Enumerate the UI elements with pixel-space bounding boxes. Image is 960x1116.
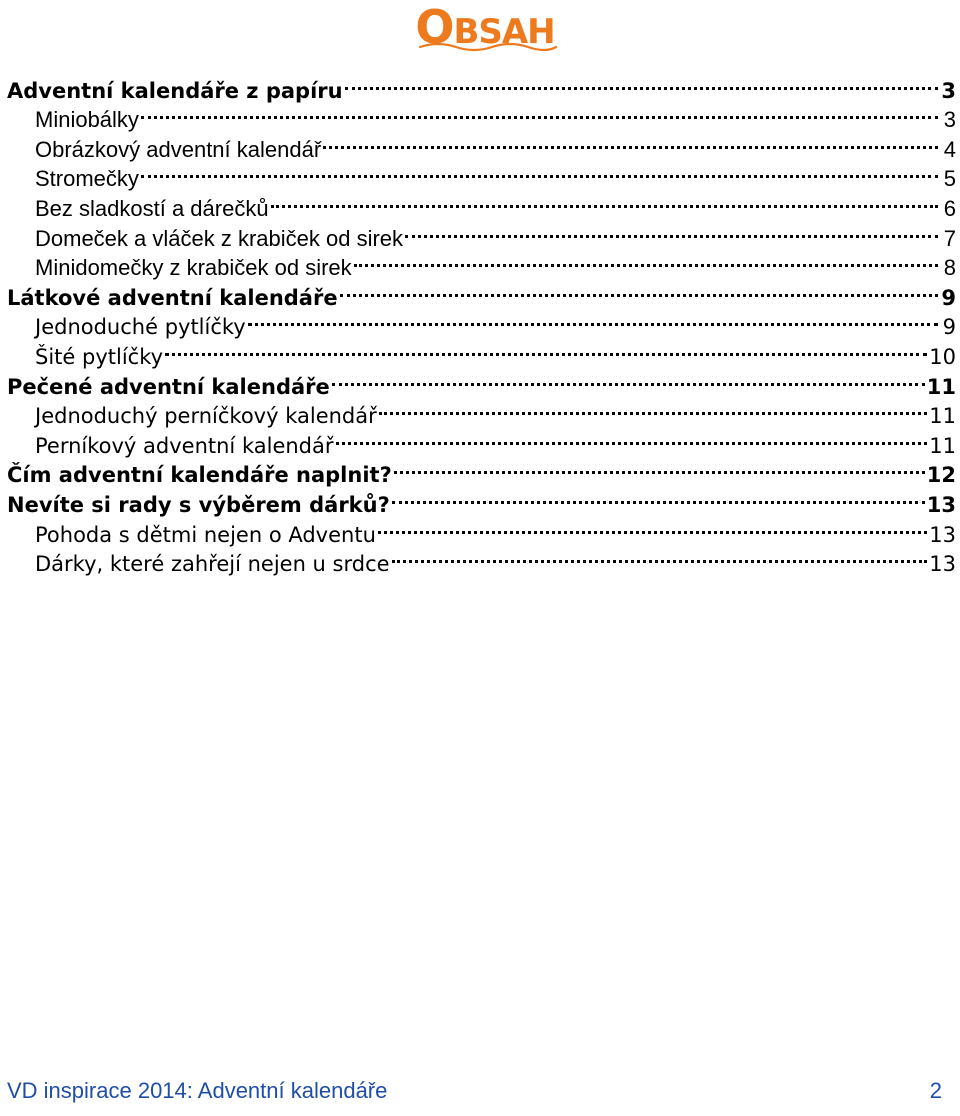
toc-entry-title: Čím adventní kalendáře naplnit? xyxy=(7,463,392,488)
toc-dot-leader xyxy=(340,275,938,305)
toc-section-entry[interactable] xyxy=(7,68,956,103)
toc-dot-leader xyxy=(165,334,927,364)
toc-dot-leader xyxy=(332,364,925,394)
toc-entry-page-number: 11 xyxy=(926,374,956,399)
toc-dot-leader xyxy=(354,246,938,276)
toc-entry-page-number: 6 xyxy=(943,195,956,221)
toc-entry-page-number: 9 xyxy=(941,285,956,310)
toc-entry-page-number: 12 xyxy=(926,463,956,488)
toc-entry-title: Perníkový adventní kalendář xyxy=(35,433,334,458)
footer-page-number: 2 xyxy=(929,1078,942,1103)
toc-dot-leader xyxy=(378,512,927,542)
toc-entry-title: Bez sladkostí a dárečků xyxy=(35,195,269,221)
toc-entry-page-number: 3 xyxy=(941,78,956,103)
table-of-contents xyxy=(7,68,956,577)
toc-entry-title: Adventní kalendáře z papíru xyxy=(7,78,343,103)
toc-entry-page-number: 13 xyxy=(926,492,956,517)
toc-entry-title: Pohoda s dětmi nejen o Adventu xyxy=(35,522,376,547)
footer-publication-title: VD inspirace 2014: Adventní kalendáře xyxy=(7,1078,388,1103)
toc-entry-title: Nevíte si rady s výběrem dárků? xyxy=(7,492,390,517)
toc-dot-leader xyxy=(394,453,925,483)
toc-dot-leader xyxy=(392,482,925,512)
toc-entry-page-number: 11 xyxy=(929,433,956,458)
toc-dot-leader xyxy=(323,127,938,157)
toc-dot-leader xyxy=(336,423,928,453)
toc-entry-title: Obrázkový adventní kalendář xyxy=(35,136,322,162)
toc-subsection-entry[interactable] xyxy=(7,98,956,133)
toc-entry-page-number: 11 xyxy=(929,404,956,429)
toc-entry-title: Dárky, které zahřejí nejen u srdce xyxy=(35,552,390,577)
toc-entry-title: Látkové adventní kalendáře xyxy=(7,285,338,310)
toc-dot-leader xyxy=(141,157,938,187)
toc-entry-page-number: 7 xyxy=(943,225,956,251)
toc-entry-page-number: 8 xyxy=(943,255,956,281)
toc-dot-leader xyxy=(392,542,928,572)
toc-dot-leader xyxy=(248,305,938,335)
toc-entry-page-number: 13 xyxy=(929,522,956,547)
title-rest: BSAH xyxy=(453,12,555,52)
toc-entry-page-number: 5 xyxy=(943,166,956,192)
title-swash-decoration xyxy=(418,40,558,54)
toc-entry-page-number: 9 xyxy=(942,315,956,340)
toc-entry-title: Minidomečky z krabiček od sirek xyxy=(35,255,352,281)
toc-entry-title: Stromečky xyxy=(35,166,139,192)
toc-entry-page-number: 4 xyxy=(943,136,956,162)
toc-entry-title: Šité pytlíčky xyxy=(35,344,164,369)
toc-entry-title: Pečené adventní kalendáře xyxy=(7,374,330,399)
toc-subsection-entry[interactable] xyxy=(7,186,956,221)
toc-entry-page-number: 10 xyxy=(929,344,956,369)
toc-dot-leader xyxy=(379,394,928,424)
toc-dot-leader xyxy=(345,68,938,98)
toc-entry-page-number: 3 xyxy=(943,107,956,133)
page-footer xyxy=(7,1078,942,1108)
toc-entry-page-number: 13 xyxy=(929,552,956,577)
toc-entry-title: Jednoduché pytlíčky xyxy=(35,315,246,340)
toc-entry-title: Domeček a vláček z krabiček od sirek xyxy=(35,225,404,251)
toc-dot-leader xyxy=(271,186,938,216)
toc-dot-leader xyxy=(141,98,938,128)
toc-entry-title: Miniobálky xyxy=(35,107,139,133)
toc-subsection-entry[interactable] xyxy=(7,157,956,192)
toc-dot-leader xyxy=(405,216,938,246)
title-first-letter: O xyxy=(415,0,454,54)
toc-entry-title: Jednoduchý perníčkový kalendář xyxy=(35,404,377,429)
toc-subsection-entry[interactable] xyxy=(7,127,956,162)
